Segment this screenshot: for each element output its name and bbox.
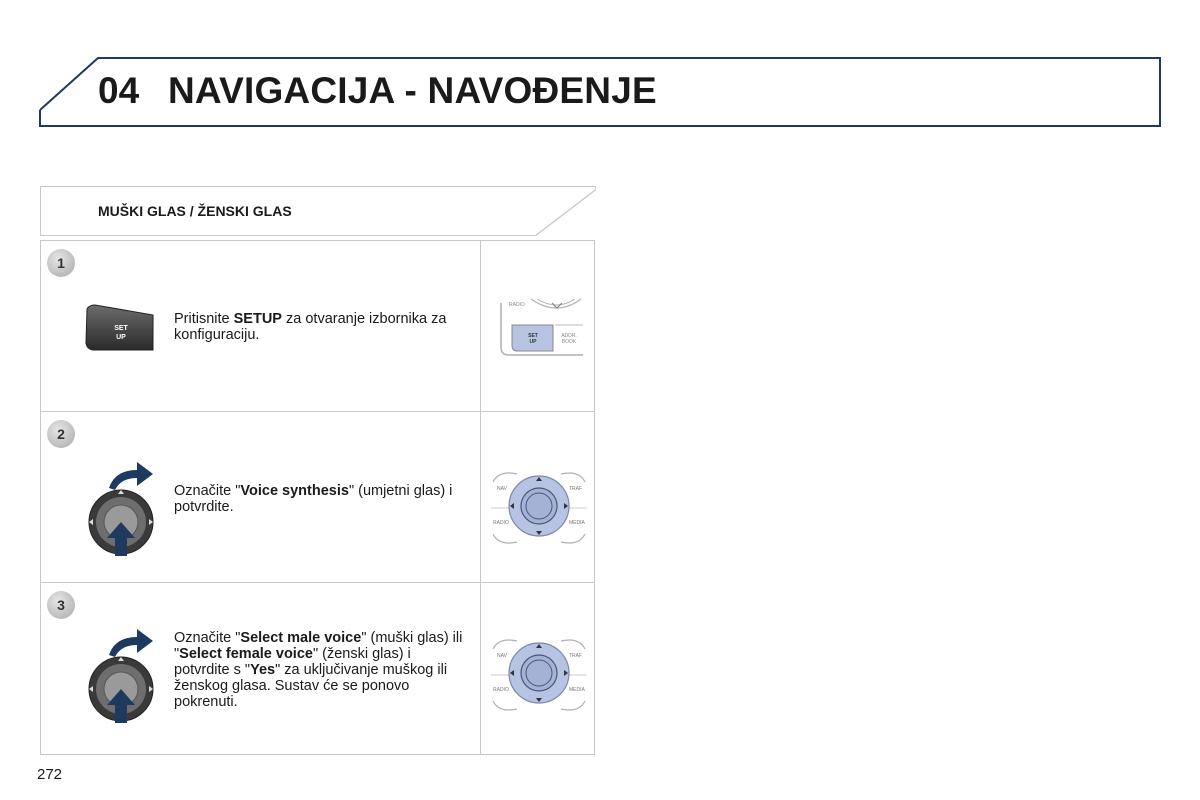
- svg-text:UP: UP: [529, 339, 537, 345]
- svg-text:NAV: NAV: [497, 486, 507, 492]
- svg-text:MEDIA: MEDIA: [569, 520, 585, 526]
- setup-icon-label-1: SET: [114, 325, 128, 332]
- step-number-badge: 3: [47, 591, 75, 619]
- section-title: MUŠKI GLAS / ŽENSKI GLAS: [98, 203, 292, 219]
- step-2-text: Označite "Voice synthesis" (umjetni glas) i potvrdite.: [174, 483, 453, 515]
- svg-text:BOOK: BOOK: [561, 339, 577, 345]
- svg-text:RADIO: RADIO: [493, 520, 509, 526]
- steps-table: [40, 240, 595, 755]
- setup-icon-label-2: UP: [116, 334, 126, 341]
- setup-panel-illustration: [497, 297, 587, 361]
- svg-text:TRAF: TRAF: [569, 486, 583, 492]
- svg-text:MEDIA: MEDIA: [569, 687, 585, 693]
- svg-text:TRAF: TRAF: [569, 653, 583, 659]
- rotary-knob-press-icon: [85, 458, 157, 558]
- svg-text:RADIO: RADIO: [509, 302, 525, 308]
- step-1: [41, 241, 594, 412]
- chapter-number: 04: [98, 70, 140, 111]
- svg-text:NAV: NAV: [497, 653, 507, 659]
- step-1-text: Pritisnite SETUP za otvaranje izbornika za konfiguraciju.: [174, 311, 447, 343]
- step-number-badge: 2: [47, 420, 75, 448]
- svg-text:SET: SET: [528, 333, 538, 339]
- step-3: [41, 583, 594, 754]
- nav-controls-illustration: [489, 631, 589, 717]
- step-3-text: Označite "Select male voice" (muški glas) ili "Select female voice" (ženski glas) i potvrdite s "Yes" za uključivanje muškog ili ženskog glasa. Sustav će se ponovo pokrenuti.: [174, 630, 463, 710]
- page-number: 272: [37, 766, 63, 783]
- rotary-knob-press-icon: [85, 625, 157, 725]
- svg-text:RADIO: RADIO: [493, 687, 509, 693]
- step-number-badge: 1: [47, 249, 75, 277]
- svg-text:ADDR.: ADDR.: [561, 333, 577, 339]
- setup-button-icon: [81, 303, 157, 353]
- nav-controls-illustration: [489, 464, 589, 550]
- chapter-title: NAVIGACIJA - NAVOĐENJE: [168, 70, 657, 111]
- step-2: [41, 412, 594, 583]
